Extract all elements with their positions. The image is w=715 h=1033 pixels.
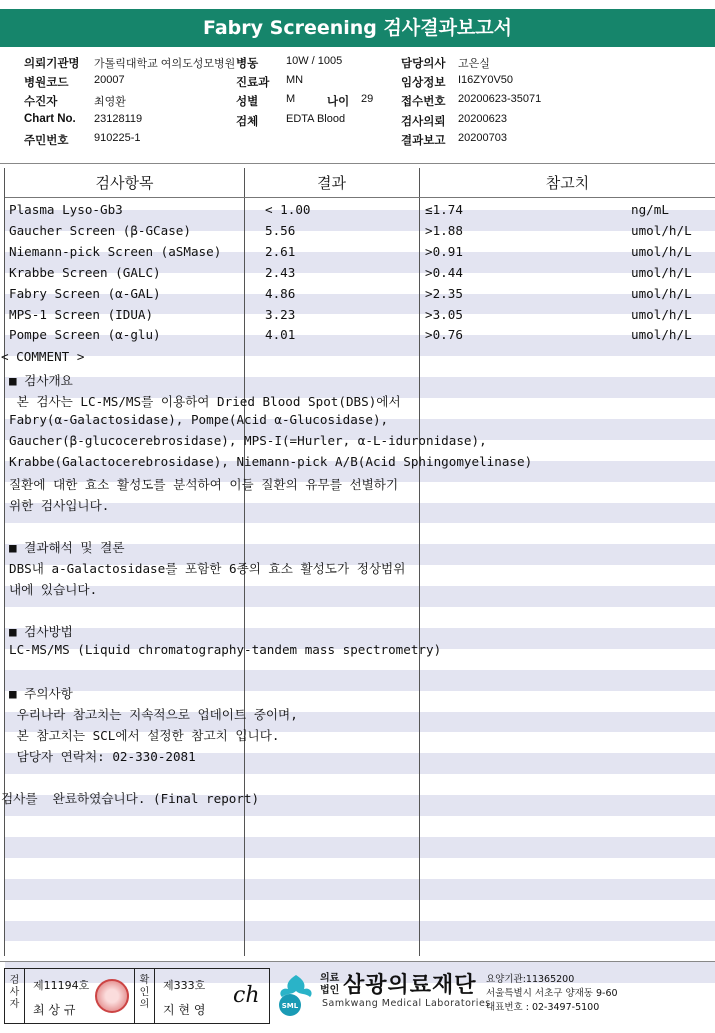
comment-line: 본 검사는 LC-MS/MS를 이용하여 Dried Blood Spot(DBS)에서 [9,393,401,409]
comment-line: ■ 주의사항 [9,686,73,702]
test-item: Niemann-pick Screen (aSMase) [9,243,222,259]
institution-label: 의뢰기관명 [24,58,80,70]
reference-range: >2.35 [425,285,463,301]
row-stripe [5,503,715,524]
signature: ch [233,983,260,1008]
comment-line: 질환에 대한 효소 활성도를 분석하여 이들 질환의 유무를 선별하기 [9,477,399,493]
divider [0,163,715,164]
receipt-no-value: 20200623-35071 [458,93,542,105]
sex-value: M [286,93,296,105]
reference-range: >0.44 [425,264,463,280]
specimen-label: 검체 [236,116,259,128]
test-item: Plasma Lyso-Gb3 [9,202,123,217]
org-prefix [320,973,339,997]
reference-range: >1.88 [425,222,463,238]
reference-unit: umol/h/L [631,222,692,238]
request-date-value: 20200623 [458,113,507,125]
test-result: 4.86 [265,285,296,301]
test-result: 2.61 [265,243,296,259]
age-label: 나이 [327,96,350,108]
row-stripe [5,879,715,900]
ward-label: 병동 [236,58,259,70]
organization-info [486,973,618,1015]
row-stripe [5,837,715,858]
signature-box [4,968,270,1024]
request-date-label: 검사의뢰 [401,116,446,128]
comment-line: 본 참고치는 SCL에서 설정한 참고치 입니다. [9,728,280,744]
seal-stamp [95,979,129,1013]
reviewer-column-label: 확인의 [135,969,155,1023]
comment-line: 우리나라 참고치는 지속적으로 업데이트 중이며, [9,707,298,723]
comment-line: ■ 결과해석 및 결론 [9,540,125,556]
test-item: Krabbe Screen (GALC) [9,264,161,280]
examiner-name: 최 상 규 [33,1003,76,1017]
reference-unit: umol/h/L [631,327,692,343]
org-phone: 대표번호 : 02-3497-5100 [486,1002,600,1013]
receipt-no-label: 접수번호 [401,96,446,108]
patient-info-section [0,52,715,152]
ward-value: 10W / 1005 [286,55,343,67]
results-grid [1,168,715,956]
row-stripe [5,921,715,942]
row-stripe [5,670,715,691]
test-item: Gaucher Screen (β-GCase) [9,222,191,238]
report-date-value: 20200703 [458,132,507,144]
org-prefix-line-2: 법인 [320,985,340,996]
doctor-value: 고은실 [458,58,490,70]
reviewer-license: 제333호 [163,979,206,992]
specimen-value: EDTA Blood [286,113,346,125]
org-prefix-line-1: 의료 [320,973,340,984]
reference-unit: ng/mL [631,202,669,217]
sml-logo-icon [276,973,316,1017]
test-item: Pompe Screen (α-glu) [9,327,161,343]
id-no-value: 910225-1 [94,132,141,144]
header-result: 결과 [317,174,346,192]
test-item: MPS-1 Screen (IDUA) [9,306,154,322]
comment-line: Fabry(α-Galactosidase), Pompe(Acid α-Glucosidase), [9,411,389,427]
doctor-label: 담당의사 [401,58,446,70]
organization-name-english: Samkwang Medical Laboratories [322,998,491,1009]
comment-line: Krabbe(Galactocerebrosidase), Niemann-pick A/B(Acid Sphingomyelinase) [9,453,533,469]
hospital-code-label: 병원코드 [24,77,69,89]
chart-no-value: 23128119 [94,113,143,125]
recipient-value: 최영환 [94,96,126,108]
report-date-label: 결과보고 [401,135,446,147]
reference-unit: umol/h/L [631,306,692,322]
examiner-license: 제11194호 [33,979,90,992]
reviewer-name: 지 현 영 [163,1003,206,1017]
logo-text: SML [281,1002,299,1010]
clinical-info-value: I16ZY0V50 [458,74,514,86]
department-value: MN [286,74,304,86]
hospital-code-value: 20007 [94,74,125,86]
test-item: Fabry Screen (α-GAL) [9,285,161,301]
reference-unit: umol/h/L [631,264,692,280]
comment-line: ■ 검사방법 [9,623,73,639]
chart-no-label: Chart No. [24,113,76,125]
comment-line: DBS내 a-Galactosidase를 포함한 6종의 효소 활성도가 정상범위 [9,561,406,576]
row-stripe [5,586,715,607]
recipient-label: 수진자 [24,96,58,108]
reference-unit: umol/h/L [631,243,692,259]
comment-line: 담당자 연락처: 02-330-2081 [9,749,196,765]
id-no-label: 주민번호 [24,135,69,147]
age-value: 29 [361,93,374,105]
table-header [5,168,715,198]
reference-range: >0.76 [425,327,463,343]
comment-line: LC-MS/MS (Liquid chromatography-tandem mass spectrometry) [9,641,442,657]
column-divider [419,168,420,956]
test-result: 2.43 [265,264,296,280]
org-code: 요양기관:11365200 [486,974,575,985]
test-result: 5.56 [265,222,296,238]
department-label: 진료과 [236,77,270,89]
org-address: 서울특별시 서초구 양재동 9-60 [486,988,618,999]
report-title: Fabry Screening 검사결과보고서 [0,9,715,47]
comment-line: 위한 검사입니다. [9,498,110,514]
clinical-info-label: 임상정보 [401,77,446,89]
comment-line: 내에 있습니다. [9,581,98,597]
divider [0,961,715,962]
reference-range: >0.91 [425,243,463,259]
comment-line: ■ 검사개요 [9,372,73,388]
examiner-column-label: 검사자 [5,969,25,1023]
institution-value: 가톨릭대학교 여의도성모병원 [94,58,236,70]
reference-range: ≤1.74 [425,202,463,217]
test-result: 3.23 [265,306,296,322]
test-result: < 1.00 [265,202,311,217]
test-result: 4.01 [265,327,296,343]
organization-name: 삼광의료재단 [343,973,477,998]
header-reference: 참고치 [545,174,590,192]
sex-label: 성별 [236,96,259,108]
comment-line: < COMMENT > [1,349,85,364]
reference-range: >3.05 [425,306,463,322]
comment-line: 검사를 완료하였습니다. (Final report) [1,790,260,806]
comment-line: Gaucher(β-glucocerebrosidase), MPS-I(=Hurler, α-L-iduronidase), [9,432,487,448]
header-test-item: 검사항목 [95,174,154,192]
reference-unit: umol/h/L [631,285,692,301]
